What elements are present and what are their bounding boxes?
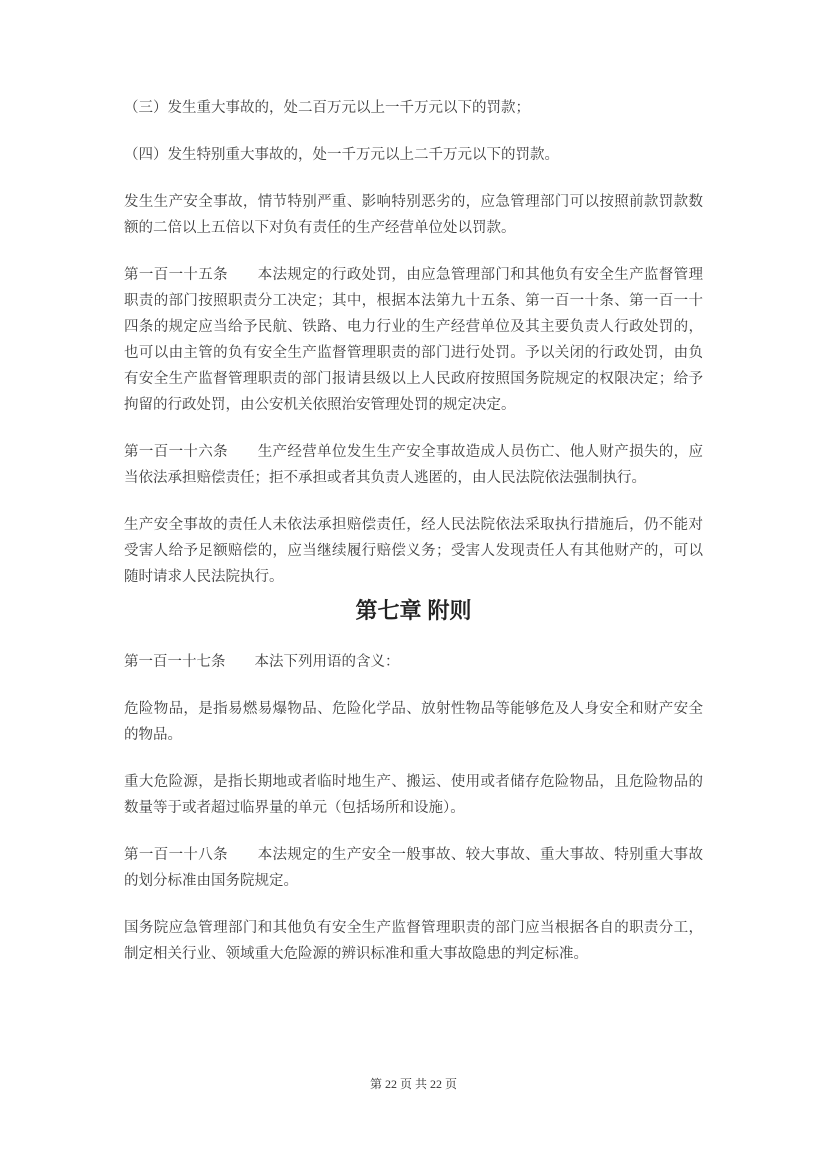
article-116-continuation-paragraph: 生产安全事故的责任人未依法承担赔偿责任，经人民法院依法采取执行措施后，仍不能对受害人给予足额赔偿的，应当继续履行赔偿义务；受害人发现责任人有其他财产的，可以随时请求人民法院执行。 — [124, 517, 703, 585]
penalty-escalation-paragraph: 发生生产安全事故，情节特别严重、影响特别恶劣的，应急管理部门可以按照前款罚款数额的二倍以上五倍以下对负有责任的生产经营单位处以罚款。 — [124, 194, 703, 236]
page-footer — [0, 1076, 827, 1092]
chapter-7-heading: 第七章 附则 — [355, 598, 472, 623]
page-number: 第 22 页 共 22 页 — [369, 1077, 457, 1091]
definition-major-hazard-paragraph: 重大危险源，是指长期地或者临时地生产、搬运、使用或者储存危险物品，且危险物品的数量等于或者超过临界量的单元（包括场所和设施）。 — [124, 774, 703, 816]
article-116-paragraph: 第一百一十六条 生产经营单位发生生产安全事故造成人员伤亡、他人财产损失的，应当依法承担赔偿责任；拒不承担或者其负责人逃匿的，由人民法院依法强制执行。 — [124, 444, 703, 486]
article-118-paragraph: 第一百一十八条 本法规定的生产安全一般事故、较大事故、重大事故、特别重大事故的划分标准由国务院规定。 — [124, 847, 703, 889]
state-council-standards-paragraph: 国务院应急管理部门和其他负有安全生产监督管理职责的部门应当根据各自的职责分工，制定相关行业、领域重大危险源的辨识标准和重大事故隐患的判定标准。 — [124, 920, 703, 962]
article-117-paragraph: 第一百一十七条 本法下列用语的含义： — [124, 654, 400, 670]
article-115-paragraph: 第一百一十五条 本法规定的行政处罚，由应急管理部门和其他负有安全生产监督管理职责的部门按照职责分工决定；其中，根据本法第九十五条、第一百一十条、第一百一十四条的规定应当给予民航、铁路、电力行业的生产经营单位及其主要负责人行政处罚的，也可以由主管的负有安全生产监督管理职责的部门进行处罚。予以关闭的行政处罚，由负有安全生产监督管理职责的部门报请县级以上人民政府按照国务院规定的权限决定；给予拘留的行政处罚，由公安机关依照治安管理处罚的规定决定。 — [124, 267, 703, 413]
clause-item-3: （三）发生重大事故的，处二百万元以上一千万元以下的罚款； — [124, 100, 530, 116]
definition-dangerous-goods-paragraph: 危险物品，是指易燃易爆物品、危险化学品、放射性物品等能够危及人身安全和财产安全的物品。 — [124, 701, 703, 743]
document-body — [124, 95, 703, 988]
clause-item-4: （四）发生特别重大事故的，处一千万元以上二千万元以下的罚款。 — [124, 147, 559, 163]
